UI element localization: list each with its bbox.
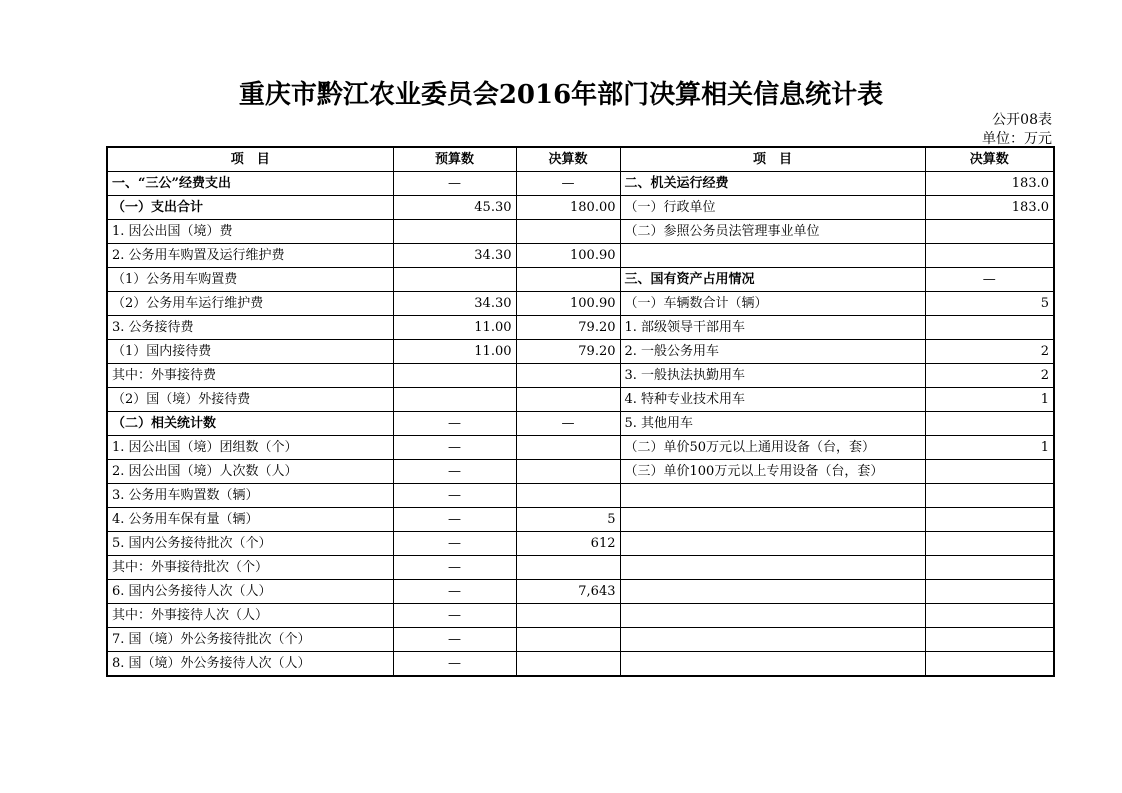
right-item: （二）参照公务员法管理事业单位	[620, 220, 925, 244]
left-budget	[393, 388, 516, 412]
left-item: 其中：外事接待费	[107, 364, 393, 388]
left-budget	[393, 268, 516, 292]
left-final: 79.20	[516, 316, 620, 340]
left-item: （一）支出合计	[107, 196, 393, 220]
table-row	[107, 460, 1054, 484]
right-item: 三、国有资产占用情况	[620, 268, 925, 292]
left-final: 79.20	[516, 340, 620, 364]
left-item: 8. 国（境）外公务接待人次（人）	[107, 652, 393, 677]
right-final: 183.0	[925, 196, 1054, 220]
left-item: （二）相关统计数	[107, 412, 393, 436]
left-final: 612	[516, 532, 620, 556]
unit-label: 单位：万元	[982, 131, 1052, 147]
right-item: 3. 一般执法执勤用车	[620, 364, 925, 388]
table-row	[107, 316, 1054, 340]
table-row	[107, 340, 1054, 364]
right-final	[925, 652, 1054, 677]
left-final	[516, 268, 620, 292]
right-final	[925, 604, 1054, 628]
right-item: （二）单价50万元以上通用设备（台，套）	[620, 436, 925, 460]
right-item: （一）车辆数合计（辆）	[620, 292, 925, 316]
left-item: 7. 国（境）外公务接待批次（个）	[107, 628, 393, 652]
left-final	[516, 436, 620, 460]
left-budget: 11.00	[393, 340, 516, 364]
left-final: 7,643	[516, 580, 620, 604]
right-item: 4. 特种专业技术用车	[620, 388, 925, 412]
right-item	[620, 604, 925, 628]
header-item-left: 项 目	[107, 147, 393, 172]
left-item: 3. 公务用车购置数（辆）	[107, 484, 393, 508]
right-final	[925, 628, 1054, 652]
left-budget: —	[393, 628, 516, 652]
left-final	[516, 652, 620, 677]
left-final: 100.90	[516, 292, 620, 316]
table-row	[107, 652, 1054, 677]
left-budget: 34.30	[393, 292, 516, 316]
left-final: 5	[516, 508, 620, 532]
left-final	[516, 556, 620, 580]
right-item: （一）行政单位	[620, 196, 925, 220]
right-item	[620, 484, 925, 508]
table-row	[107, 220, 1054, 244]
left-item: 一、“三公”经费支出	[107, 172, 393, 196]
left-final	[516, 460, 620, 484]
right-final	[925, 220, 1054, 244]
left-budget: —	[393, 580, 516, 604]
header-item-right: 项 目	[620, 147, 925, 172]
left-item: （1）公务用车购置费	[107, 268, 393, 292]
left-budget: —	[393, 604, 516, 628]
right-final: 1	[925, 436, 1054, 460]
left-item: 5. 国内公务接待批次（个）	[107, 532, 393, 556]
right-final	[925, 556, 1054, 580]
right-item	[620, 508, 925, 532]
left-budget: —	[393, 460, 516, 484]
right-item: （三）单价100万元以上专用设备（台，套）	[620, 460, 925, 484]
right-item	[620, 532, 925, 556]
table-row	[107, 532, 1054, 556]
right-item: 5. 其他用车	[620, 412, 925, 436]
table-row	[107, 628, 1054, 652]
table-row	[107, 556, 1054, 580]
page-title: 重庆市黔江农业委员会2016年部门决算相关信息统计表	[238, 80, 884, 110]
right-final: 2	[925, 364, 1054, 388]
left-budget: —	[393, 508, 516, 532]
right-final: 5	[925, 292, 1054, 316]
left-budget: —	[393, 172, 516, 196]
left-final	[516, 604, 620, 628]
right-item	[620, 628, 925, 652]
table-row	[107, 364, 1054, 388]
table-row	[107, 292, 1054, 316]
left-item: 6. 国内公务接待人次（人）	[107, 580, 393, 604]
left-final: 100.90	[516, 244, 620, 268]
table-row	[107, 580, 1054, 604]
right-final: —	[925, 268, 1054, 292]
right-item	[620, 580, 925, 604]
right-final	[925, 412, 1054, 436]
table-header-row	[107, 147, 1054, 172]
left-final	[516, 364, 620, 388]
left-item: （2）国（境）外接待费	[107, 388, 393, 412]
right-item	[620, 556, 925, 580]
right-item: 2. 一般公务用车	[620, 340, 925, 364]
left-budget: —	[393, 532, 516, 556]
right-final	[925, 460, 1054, 484]
right-item: 1. 部级领导干部用车	[620, 316, 925, 340]
left-budget: 11.00	[393, 316, 516, 340]
left-item: 3. 公务接待费	[107, 316, 393, 340]
table-row	[107, 508, 1054, 532]
left-item: 其中：外事接待批次（个）	[107, 556, 393, 580]
right-final: 2	[925, 340, 1054, 364]
left-budget: —	[393, 412, 516, 436]
header-final-left: 决算数	[516, 147, 620, 172]
header-budget: 预算数	[393, 147, 516, 172]
left-final: 180.00	[516, 196, 620, 220]
table-row	[107, 484, 1054, 508]
left-final	[516, 484, 620, 508]
left-final: —	[516, 172, 620, 196]
right-final	[925, 580, 1054, 604]
left-budget	[393, 220, 516, 244]
table-row	[107, 244, 1054, 268]
left-budget	[393, 364, 516, 388]
right-final	[925, 316, 1054, 340]
table-row	[107, 604, 1054, 628]
right-item	[620, 652, 925, 677]
table-row	[107, 172, 1054, 196]
left-final: —	[516, 412, 620, 436]
left-item: （1）国内接待费	[107, 340, 393, 364]
header-final-right: 决算数	[925, 147, 1054, 172]
right-final	[925, 532, 1054, 556]
left-budget: 45.30	[393, 196, 516, 220]
right-final	[925, 244, 1054, 268]
left-item: 4. 公务用车保有量（辆）	[107, 508, 393, 532]
table-row	[107, 388, 1054, 412]
right-item	[620, 244, 925, 268]
left-item: 1. 因公出国（境）费	[107, 220, 393, 244]
form-number: 公开08表	[992, 112, 1052, 128]
left-budget: 34.30	[393, 244, 516, 268]
right-final	[925, 484, 1054, 508]
right-final: 183.0	[925, 172, 1054, 196]
left-final	[516, 628, 620, 652]
left-item: （2）公务用车运行维护费	[107, 292, 393, 316]
left-final	[516, 388, 620, 412]
left-item: 1. 因公出国（境）团组数（个）	[107, 436, 393, 460]
right-item: 二、机关运行经费	[620, 172, 925, 196]
table-row	[107, 196, 1054, 220]
right-final: 1	[925, 388, 1054, 412]
left-item: 2. 公务用车购置及运行维护费	[107, 244, 393, 268]
left-budget: —	[393, 484, 516, 508]
right-final	[925, 508, 1054, 532]
left-item: 其中：外事接待人次（人）	[107, 604, 393, 628]
table-row	[107, 412, 1054, 436]
left-final	[516, 220, 620, 244]
table-row	[107, 268, 1054, 292]
left-budget: —	[393, 652, 516, 677]
left-budget: —	[393, 556, 516, 580]
table-row	[107, 436, 1054, 460]
left-item: 2. 因公出国（境）人次数（人）	[107, 460, 393, 484]
statistics-table	[106, 146, 1055, 677]
left-budget: —	[393, 436, 516, 460]
